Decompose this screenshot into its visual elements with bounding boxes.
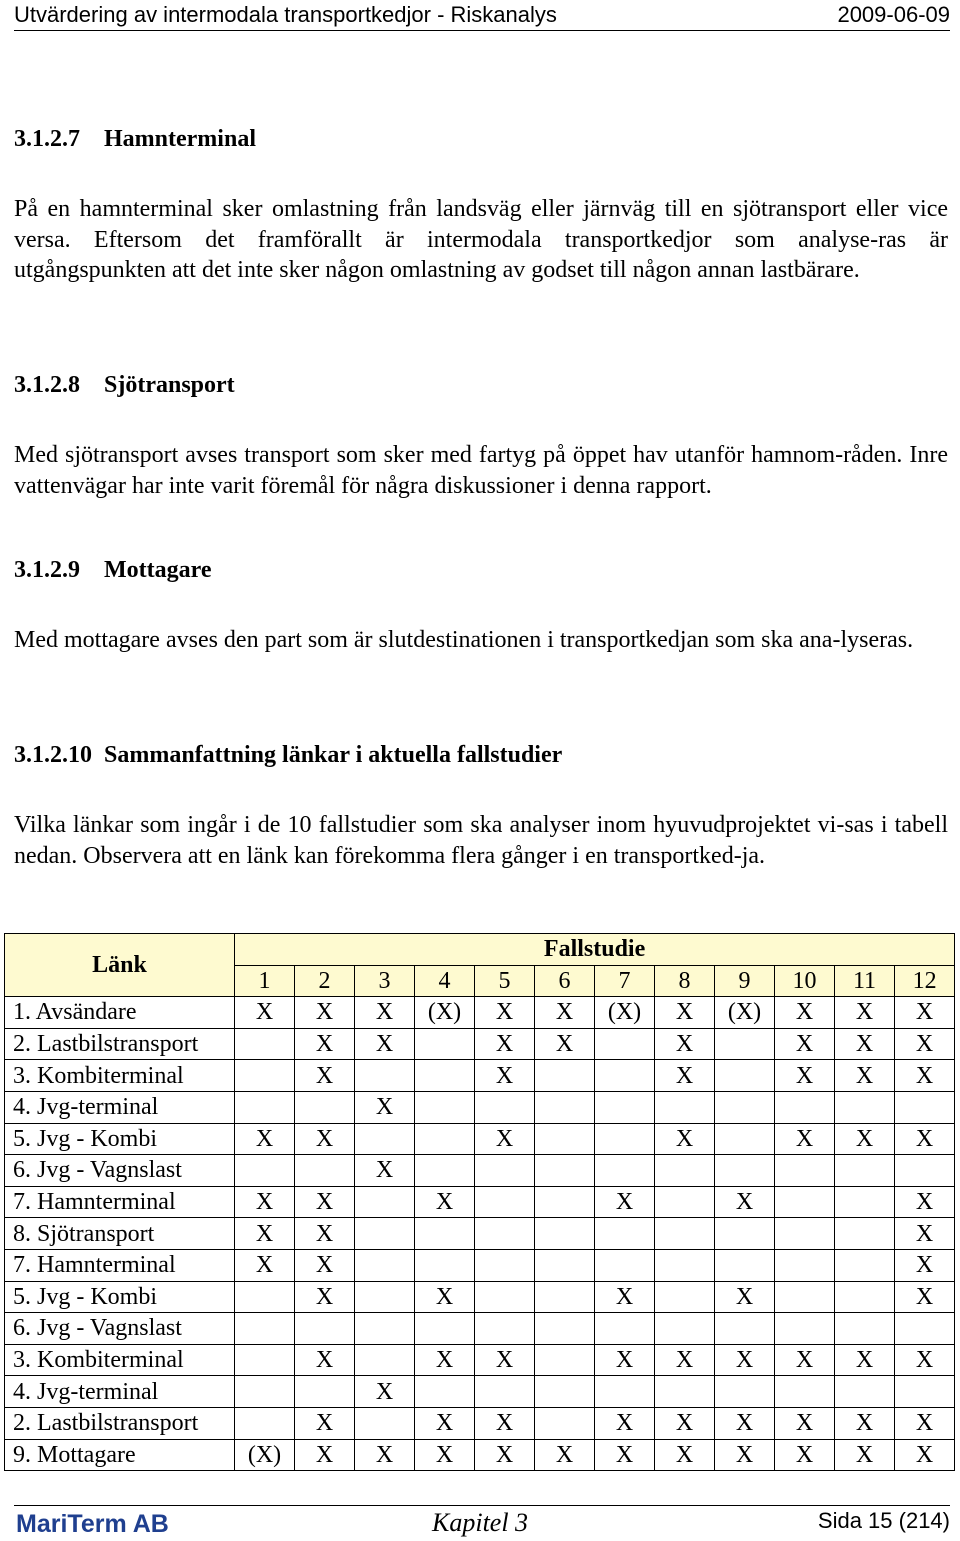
mark-cell [835,1091,895,1123]
mark-cell: X [535,1439,595,1471]
mark-cell [235,1376,295,1408]
table-row [5,1313,955,1345]
mark-cell [355,1186,415,1218]
mark-cell [655,1281,715,1313]
section-title: Mottagare [104,557,212,583]
mark-cell: X [235,1218,295,1250]
link-cell: 9. Mottagare [5,1439,235,1471]
mark-cell: X [715,1344,775,1376]
mark-cell: X [655,1407,715,1439]
mark-cell [475,1186,535,1218]
mark-cell: X [895,1218,955,1250]
table-row [5,1249,955,1281]
mark-cell: X [355,1439,415,1471]
mark-cell: X [355,1376,415,1408]
mark-cell: X [895,1407,955,1439]
footer-page-number: Sida 15 (214) [817,1508,950,1533]
mark-cell [775,1186,835,1218]
mark-cell [235,1407,295,1439]
mark-cell [535,1218,595,1250]
section-heading-hamnterminal [14,126,256,153]
page-footer [14,1505,950,1541]
mark-cell [655,1155,715,1187]
mark-cell [535,1060,595,1092]
mark-cell [835,1313,895,1345]
mark-cell [415,1028,475,1060]
mark-cell: X [355,1028,415,1060]
table-row [5,1186,955,1218]
link-cell: 7. Hamnterminal [5,1249,235,1281]
mark-cell: X [415,1186,475,1218]
mark-cell: X [895,1123,955,1155]
mark-cell [475,1218,535,1250]
mark-cell: X [895,997,955,1029]
table-row [5,1376,955,1408]
mark-cell [895,1155,955,1187]
mark-cell [655,1249,715,1281]
mark-cell: X [595,1407,655,1439]
table-row [5,1028,955,1060]
fallstudie-table [4,933,955,1471]
link-cell: 2. Lastbilstransport [5,1407,235,1439]
mark-cell: X [595,1186,655,1218]
mark-cell [895,1091,955,1123]
mark-cell [355,1218,415,1250]
mark-cell [355,1060,415,1092]
mark-cell [775,1281,835,1313]
table-row [5,997,955,1029]
mark-cell [535,1376,595,1408]
mark-cell: X [895,1186,955,1218]
mark-cell [295,1091,355,1123]
mark-cell [655,1186,715,1218]
case-number-header: 3 [355,965,415,997]
mark-cell [775,1155,835,1187]
mark-cell [715,1028,775,1060]
mark-cell [655,1376,715,1408]
mark-cell [295,1313,355,1345]
mark-cell [295,1376,355,1408]
mark-cell [235,1313,295,1345]
mark-cell [595,1249,655,1281]
case-number-header: 1 [235,965,295,997]
mark-cell [715,1249,775,1281]
link-cell: 4. Jvg-terminal [5,1091,235,1123]
mark-cell [475,1249,535,1281]
link-cell: 3. Kombiterminal [5,1060,235,1092]
mark-cell: X [295,1186,355,1218]
mark-cell: X [355,1155,415,1187]
mark-cell [415,1313,475,1345]
mark-cell [355,1313,415,1345]
mark-cell [655,1313,715,1345]
mark-cell: X [415,1439,475,1471]
mark-cell [235,1028,295,1060]
mark-cell [535,1123,595,1155]
case-number-header: 10 [775,965,835,997]
mark-cell: X [295,1123,355,1155]
mark-cell [415,1218,475,1250]
mark-cell: X [295,1249,355,1281]
mark-cell: X [835,997,895,1029]
mark-cell: X [715,1439,775,1471]
mark-cell [475,1281,535,1313]
mark-cell: (X) [235,1439,295,1471]
section-number: 3.1.2.8 [14,372,80,398]
footer-chapter: Kapitel 3 [432,1508,529,1537]
mark-cell: X [295,1439,355,1471]
mark-cell: X [295,1344,355,1376]
mark-cell [475,1155,535,1187]
case-number-header: 9 [715,965,775,997]
mark-cell: X [775,997,835,1029]
mark-cell: X [415,1344,475,1376]
section-number: 3.1.2.7 [14,126,80,152]
mark-cell [835,1281,895,1313]
mark-cell: X [415,1281,475,1313]
table-row [5,1439,955,1471]
table-row [5,1123,955,1155]
mark-cell [595,1091,655,1123]
mark-cell [235,1281,295,1313]
mark-cell [415,1249,475,1281]
table-row [5,1060,955,1092]
mark-cell [775,1376,835,1408]
link-cell: 5. Jvg - Kombi [5,1281,235,1313]
mark-cell [775,1091,835,1123]
case-number-header: 8 [655,965,715,997]
mark-cell [535,1249,595,1281]
mark-cell: X [895,1249,955,1281]
mark-cell [535,1407,595,1439]
mark-cell [475,1091,535,1123]
section-heading-mottagare [14,557,212,584]
mark-cell: X [475,1407,535,1439]
mark-cell: X [355,1091,415,1123]
case-number-header: 5 [475,965,535,997]
mark-cell [235,1091,295,1123]
mark-cell: X [835,1439,895,1471]
section-title: Sjötransport [104,372,235,398]
mark-cell [835,1249,895,1281]
table-row [5,1344,955,1376]
page-header [14,0,950,31]
section-body-sammanfattning: Vilka länkar som ingår i de 10 fallstudier som ska analyser inom hyuvudprojektet vi-sas i tabell nedan. Observera att en länk kan förekomma flera gånger i en transportked-ja. [14,812,948,869]
mark-cell [235,1155,295,1187]
mark-cell: X [775,1060,835,1092]
mark-cell: X [235,1249,295,1281]
link-cell: 6. Jvg - Vagnslast [5,1313,235,1345]
mark-cell: X [775,1028,835,1060]
mark-cell [595,1155,655,1187]
mark-cell: X [235,997,295,1029]
mark-cell: X [775,1123,835,1155]
mark-cell [415,1060,475,1092]
mark-cell: X [295,1028,355,1060]
section-heading-sjotransport [14,372,235,399]
section-number: 3.1.2.9 [14,557,80,583]
mark-cell: X [715,1186,775,1218]
link-cell: 5. Jvg - Kombi [5,1123,235,1155]
mark-cell: X [715,1281,775,1313]
case-number-header: 2 [295,965,355,997]
mark-cell [415,1123,475,1155]
mark-cell: X [355,997,415,1029]
section-heading-sammanfattning [14,742,562,769]
mark-cell: X [535,1028,595,1060]
mark-cell [415,1155,475,1187]
mark-cell: X [595,1344,655,1376]
case-number-header: 7 [595,965,655,997]
mark-cell [535,1186,595,1218]
mark-cell [655,1091,715,1123]
mark-cell [415,1091,475,1123]
mark-cell: X [295,1281,355,1313]
mark-cell [715,1376,775,1408]
mark-cell [835,1376,895,1408]
mark-cell [715,1123,775,1155]
mark-cell: X [595,1439,655,1471]
mark-cell: X [475,1123,535,1155]
section-number: 3.1.2.10 [14,742,92,768]
case-column-header: Fallstudie [235,934,955,966]
section-title: Sammanfattning länkar i aktuella fallstudier [104,742,563,768]
mark-cell [775,1313,835,1345]
section-body-sjotransport: Med sjötransport avses transport som sker med fartyg på öppet hav utanför hamnom-råden. Inre vattenvägar har inte varit föremål för några diskussioner i denna rapport. [14,442,948,499]
section-body-mottagare: Med mottagare avses den part som är slutdestinationen i transportkedjan som ska ana-lyseras. [14,627,914,653]
mark-cell [355,1281,415,1313]
mark-cell [595,1376,655,1408]
mark-cell [655,1218,715,1250]
table-body [5,997,955,1471]
mark-cell: X [835,1344,895,1376]
mark-cell [355,1407,415,1439]
mark-cell: X [655,1123,715,1155]
link-cell: 8. Sjötransport [5,1218,235,1250]
mark-cell [355,1344,415,1376]
mark-cell [535,1091,595,1123]
mark-cell [535,1313,595,1345]
case-number-header: 6 [535,965,595,997]
mark-cell [775,1218,835,1250]
mark-cell: X [475,1344,535,1376]
mark-cell [355,1249,415,1281]
mark-cell: X [295,997,355,1029]
link-cell: 6. Jvg - Vagnslast [5,1155,235,1187]
mark-cell: X [655,997,715,1029]
mark-cell [835,1218,895,1250]
mark-cell: X [475,1028,535,1060]
table-row [5,1407,955,1439]
mark-cell: X [835,1407,895,1439]
mark-cell: X [535,997,595,1029]
mark-cell: (X) [415,997,475,1029]
footer-brand: MariTerm AB [16,1510,169,1538]
mark-cell: X [895,1344,955,1376]
mark-cell: X [475,1060,535,1092]
mark-cell: X [295,1060,355,1092]
mark-cell [535,1155,595,1187]
mark-cell: X [895,1028,955,1060]
mark-cell: X [835,1028,895,1060]
mark-cell: X [655,1060,715,1092]
case-number-header: 4 [415,965,475,997]
mark-cell: X [835,1060,895,1092]
mark-cell [715,1218,775,1250]
mark-cell: X [895,1281,955,1313]
mark-cell: X [475,1439,535,1471]
mark-cell [775,1249,835,1281]
section-body-hamnterminal: På en hamnterminal sker omlastning från landsväg eller järnväg till en sjötransport eller vice versa. Eftersom det framförallt är intermodala transportkedjor som analyse-ras är utgångspunkten att det inte sker någon omlastning av godset till någon annan lastbärare. [14,196,948,283]
mark-cell [535,1281,595,1313]
mark-cell [595,1313,655,1345]
table-row [5,1155,955,1187]
mark-cell [595,1060,655,1092]
mark-cell: X [475,997,535,1029]
mark-cell [355,1123,415,1155]
mark-cell: (X) [595,997,655,1029]
mark-cell [835,1155,895,1187]
mark-cell: X [895,1060,955,1092]
mark-cell: X [295,1218,355,1250]
mark-cell [715,1313,775,1345]
mark-cell: (X) [715,997,775,1029]
mark-cell [475,1376,535,1408]
table-row [5,1091,955,1123]
mark-cell [535,1344,595,1376]
mark-cell: X [235,1123,295,1155]
mark-cell [595,1218,655,1250]
mark-cell [415,1376,475,1408]
mark-cell: X [775,1439,835,1471]
link-cell: 2. Lastbilstransport [5,1028,235,1060]
mark-cell [295,1155,355,1187]
mark-cell: X [595,1281,655,1313]
mark-cell [595,1123,655,1155]
link-cell: 1. Avsändare [5,997,235,1029]
mark-cell: X [415,1407,475,1439]
mark-cell [235,1344,295,1376]
mark-cell: X [775,1407,835,1439]
case-number-header: 12 [895,965,955,997]
mark-cell: X [655,1439,715,1471]
section-title: Hamnterminal [104,126,256,152]
mark-cell [895,1313,955,1345]
mark-cell: X [655,1028,715,1060]
header-date: 2009-06-09 [837,2,950,27]
case-number-header: 11 [835,965,895,997]
link-cell: 4. Jvg-terminal [5,1376,235,1408]
mark-cell: X [295,1407,355,1439]
link-cell: 7. Hamnterminal [5,1186,235,1218]
mark-cell: X [715,1407,775,1439]
table-row [5,1218,955,1250]
mark-cell: X [655,1344,715,1376]
mark-cell [715,1091,775,1123]
mark-cell [895,1376,955,1408]
mark-cell: X [835,1123,895,1155]
link-cell: 3. Kombiterminal [5,1344,235,1376]
mark-cell [835,1186,895,1218]
mark-cell [715,1060,775,1092]
mark-cell: X [895,1439,955,1471]
mark-cell [235,1060,295,1092]
header-title: Utvärdering av intermodala transportkedjor - Riskanalys [14,2,557,27]
link-column-header: Länk [5,934,235,997]
mark-cell: X [775,1344,835,1376]
mark-cell: X [235,1186,295,1218]
mark-cell [475,1313,535,1345]
table-row [5,1281,955,1313]
mark-cell [595,1028,655,1060]
mark-cell [715,1155,775,1187]
